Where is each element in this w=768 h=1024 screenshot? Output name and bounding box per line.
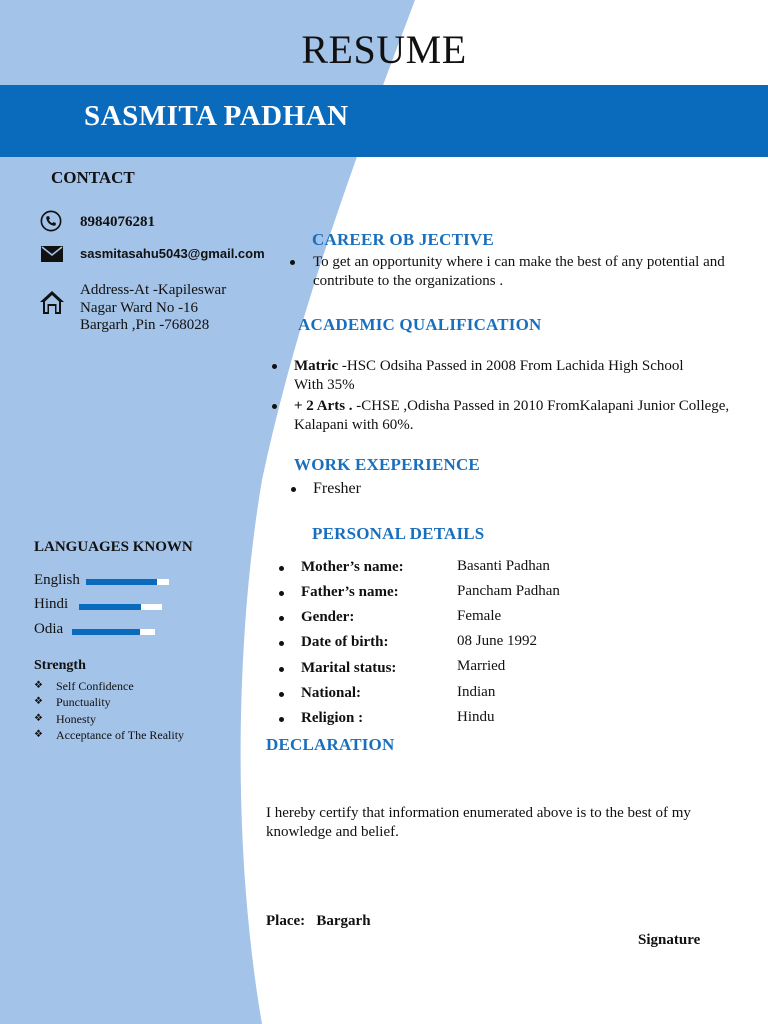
address-line-1: Address-At -Kapileswar [80, 282, 227, 298]
work-experience-item: Fresher [313, 480, 361, 497]
bullet-icon [279, 717, 284, 722]
language-label-english: English [34, 572, 80, 588]
strength-item: ❖ Self Confidence [34, 678, 184, 694]
language-bar-hindi [79, 604, 162, 610]
place-value: Bargarh [316, 913, 371, 929]
strength-heading: Strength [34, 658, 86, 673]
marital-status-label: Marital status: [301, 660, 397, 676]
academic-item-1-line-2: With 35% [294, 377, 355, 393]
career-objective-heading: CAREER OB JECTIVE [312, 230, 494, 249]
personal-details-heading: PERSONAL DETAILS [312, 524, 485, 543]
language-label-hindi: Hindi [34, 596, 69, 612]
date-of-birth-value: 08 June 1992 [457, 633, 537, 649]
nationality-label: National: [301, 685, 361, 701]
bullet-icon [272, 404, 277, 409]
strength-item: ❖ Honesty [34, 711, 184, 727]
page-title: RESUME [301, 27, 467, 72]
nationality-value: Indian [457, 684, 496, 700]
academic-item-1-title: Matric [294, 358, 339, 374]
strength-list [34, 678, 184, 743]
mother-name-label: Mother’s name: [301, 559, 404, 575]
academic-heading: ACADEMIC QUALIFICATION [298, 315, 542, 334]
bullet-icon [290, 260, 295, 265]
languages-heading: LANGUAGES KNOWN [34, 539, 193, 555]
language-bar-english [86, 579, 169, 585]
address-line-3: Bargarh ,Pin -768028 [80, 317, 210, 333]
email-icon [41, 245, 63, 263]
bullet-icon [279, 591, 284, 596]
email-address: sasmitasahu5043@gmail.com [80, 246, 265, 261]
language-label-odia: Odia [34, 621, 64, 637]
career-objective-line-2: contribute to the organizations . [313, 273, 504, 289]
address-line-2: Nagar Ward No -16 [80, 300, 199, 316]
candidate-name: SASMITA PADHAN [84, 100, 349, 132]
academic-item-2-detail: -CHSE ,Odisha Passed in 2010 FromKalapani Junior College, [352, 398, 730, 414]
strength-item: ❖ Punctuality [34, 694, 184, 710]
language-bar-odia [72, 629, 155, 635]
place-line [266, 912, 371, 931]
phone-number: 8984076281 [80, 214, 155, 230]
father-name-value: Pancham Padhan [457, 583, 560, 599]
mother-name-value: Basanti Padhan [457, 558, 550, 574]
religion-value: Hindu [457, 709, 495, 725]
work-experience-heading: WORK EXEPERIENCE [294, 455, 480, 474]
language-bar-english-fill [86, 579, 157, 585]
gender-value: Female [457, 608, 502, 624]
gender-label: Gender: [301, 609, 355, 625]
bullet-icon [279, 616, 284, 621]
bullet-icon [279, 692, 284, 697]
academic-item-2-line-1 [294, 397, 729, 416]
home-icon [39, 289, 65, 315]
bullet-icon [291, 487, 296, 492]
bullet-icon [279, 641, 284, 646]
bullet-icon [279, 667, 284, 672]
marital-status-value: Married [457, 658, 506, 674]
father-name-label: Father’s name: [301, 584, 399, 600]
contact-heading: CONTACT [51, 168, 135, 187]
signature-label: Signature [638, 932, 701, 948]
bullet-icon [272, 364, 277, 369]
religion-label: Religion : [301, 710, 364, 726]
academic-item-1-line-1 [294, 357, 684, 376]
declaration-line-1: I hereby certify that information enumerated above is to the best of my [266, 805, 691, 821]
academic-item-2-line-2: Kalapani with 60%. [294, 417, 414, 433]
academic-item-1-detail: -HSC Odsiha Passed in 2008 From Lachida High School [338, 358, 684, 374]
academic-item-2-title: + 2 Arts . [294, 398, 353, 414]
date-of-birth-label: Date of birth: [301, 634, 389, 650]
bullet-icon [279, 566, 284, 571]
declaration-line-2: knowledge and belief. [266, 824, 399, 840]
career-objective-line-1: To get an opportunity where i can make the best of any potential and [313, 254, 725, 270]
language-bar-hindi-fill [79, 604, 141, 610]
declaration-heading: DECLARATION [266, 735, 395, 754]
place-label: Place: [266, 913, 306, 929]
language-bar-odia-fill [72, 629, 140, 635]
strength-item: ❖ Acceptance of The Reality [34, 727, 184, 743]
phone-icon [40, 210, 62, 232]
